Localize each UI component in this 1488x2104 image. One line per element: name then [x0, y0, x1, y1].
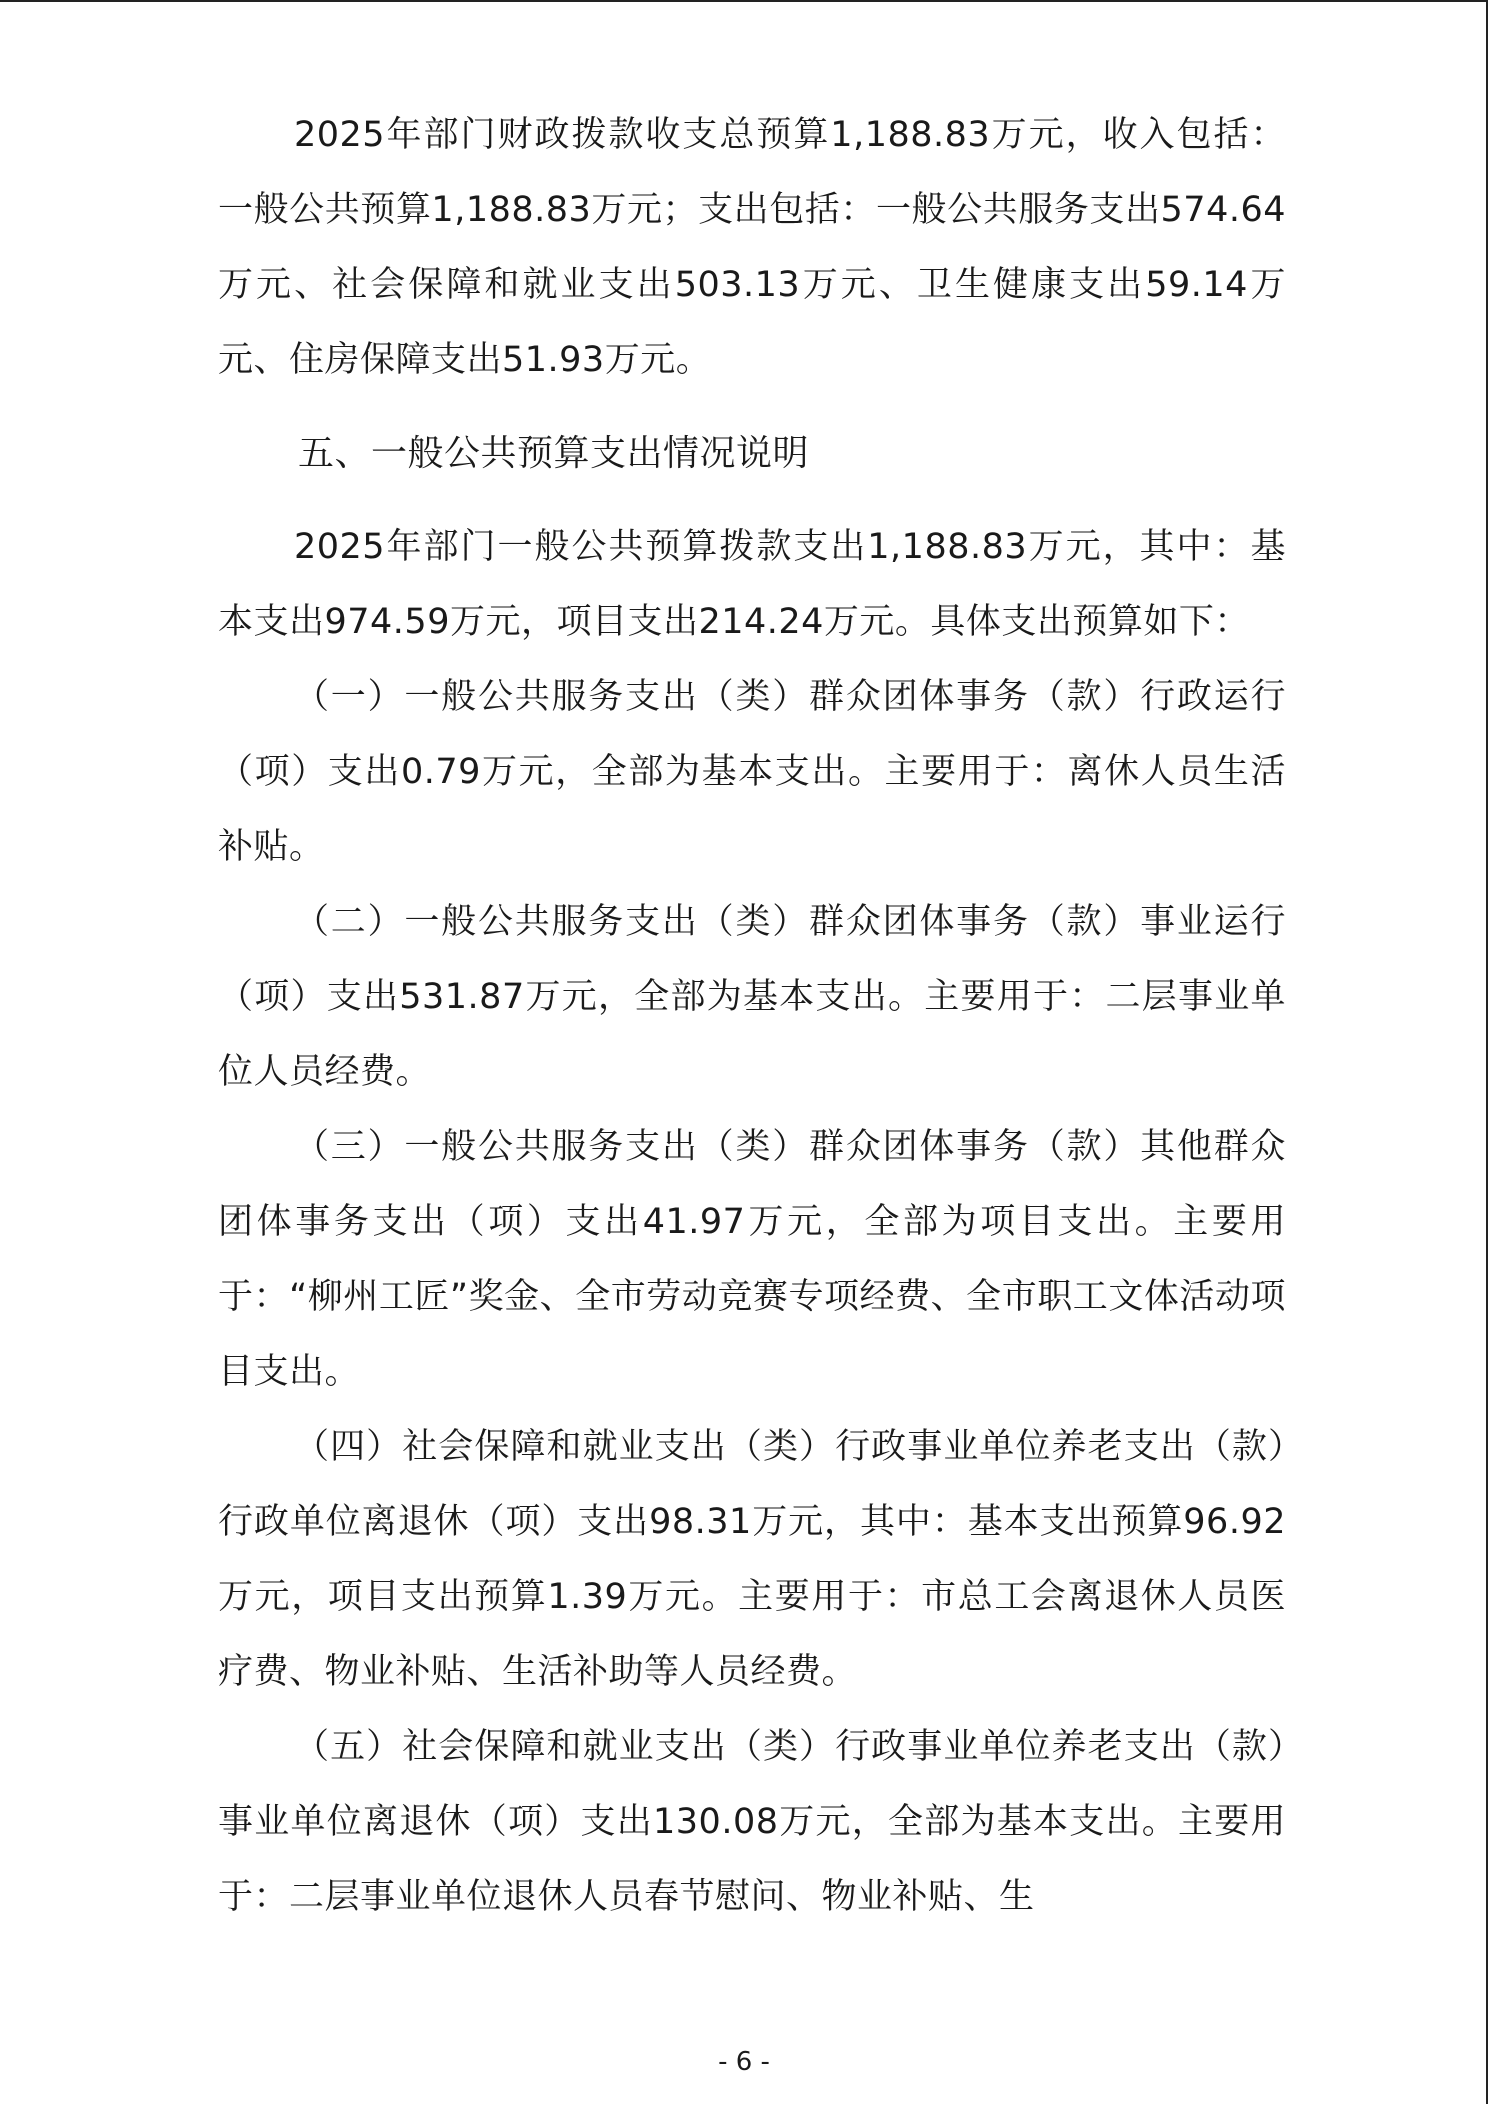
expenditure-item-2: （二）一般公共服务支出（类）群众团体事务（款）事业运行（项）支出531.87万元，全部为基本支出。主要用于：二层事业单位人员经费。 — [218, 902, 1286, 1092]
expenditure-item-3: （三）一般公共服务支出（类）群众团体事务（款）其他群众团体事务支出（项）支出41.97万元，全部为项目支出。主要用于：“柳州工匠”奖金、全市劳动竞赛专项经费、全市职工文体活动项目支出。 — [218, 1127, 1286, 1392]
document-body — [218, 98, 1286, 1935]
expenditure-item-5: （五）社会保障和就业支出（类）行政事业单位养老支出（款）事业单位离退休（项）支出130.08万元，全部为基本支出。主要用于：二层事业单位退休人员春节慰问、物业补贴、生 — [218, 1727, 1286, 1917]
expenditure-summary-paragraph: 2025年部门一般公共预算拨款支出1,188.83万元，其中：基本支出974.59万元，项目支出214.24万元。具体支出预算如下： — [218, 527, 1286, 642]
budget-summary-paragraph: 2025年部门财政拨款收支总预算1,188.83万元，收入包括：一般公共预算1,188.83万元；支出包括：一般公共服务支出574.64万元、社会保障和就业支出503.13万元、卫生健康支出59.14万元、住房保障支出51.93万元。 — [218, 115, 1286, 380]
expenditure-item-1: （一）一般公共服务支出（类）群众团体事务（款）行政运行（项）支出0.79万元，全部为基本支出。主要用于：离休人员生活补贴。 — [218, 677, 1286, 867]
page-number: - 6 - — [718, 2047, 770, 2077]
expenditure-item-4: （四）社会保障和就业支出（类）行政事业单位养老支出（款）行政单位离退休（项）支出98.31万元，其中：基本支出预算96.92万元，项目支出预算1.39万元。主要用于：市总工会离退休人员医疗费、物业补贴、生活补助等人员经费。 — [218, 1427, 1286, 1692]
section-heading-five: 五、一般公共预算支出情况说明 — [298, 433, 810, 474]
